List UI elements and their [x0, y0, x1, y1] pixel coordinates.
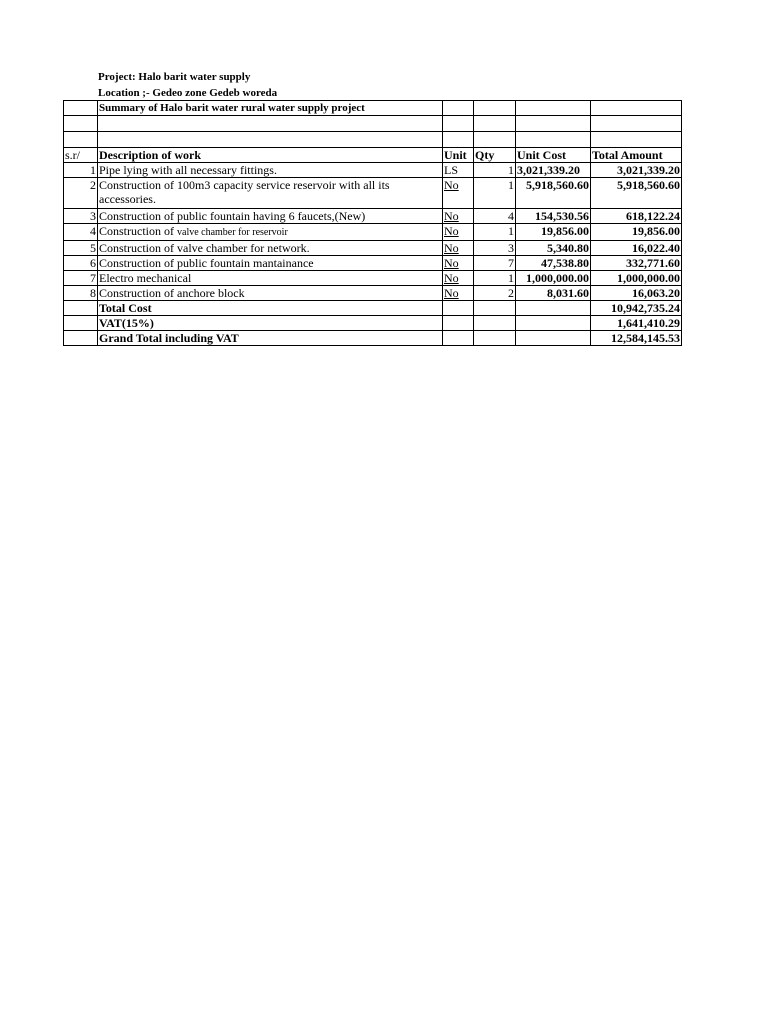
total-cell: 19,856.00: [591, 224, 682, 241]
qty-cell: 1: [474, 224, 516, 241]
vat-row: [64, 316, 682, 331]
qty-cell: 3: [474, 241, 516, 256]
total-cost-value: 10,942,735.24: [591, 301, 682, 316]
unit-cell: No: [443, 178, 474, 209]
blank-row: [64, 116, 682, 132]
sr-cell: 4: [64, 224, 98, 241]
sr-cell: 5: [64, 241, 98, 256]
cell-empty: [64, 101, 98, 116]
grand-total-value: 12,584,145.53: [591, 331, 682, 346]
grand-total-row: [64, 331, 682, 346]
table-row: [64, 271, 682, 286]
unit-cost-cell: 5,340.80: [516, 241, 591, 256]
qty-cell: 2: [474, 286, 516, 301]
vat-value: 1,641,410.29: [591, 316, 682, 331]
qty-cell: 4: [474, 209, 516, 224]
description-cell: Construction of anchore block: [98, 286, 443, 301]
qty-cell: 1: [474, 163, 516, 178]
unit-cost-cell: 5,918,560.60: [516, 178, 591, 209]
description-cell: Construction of valve chamber for network.: [98, 241, 443, 256]
location-title: Location ;- Gedeo zone Gedeb woreda: [98, 87, 278, 99]
header-sr: s.r/: [64, 148, 98, 163]
total-cell: 332,771.60: [591, 256, 682, 271]
unit-cell: No: [443, 209, 474, 224]
unit-cell: No: [443, 224, 474, 241]
description-cell: Construction of public fountain mantainance: [98, 256, 443, 271]
header-description: Description of work: [98, 148, 443, 163]
description-cell: Pipe lying with all necessary fittings.: [98, 163, 443, 178]
qty-cell: 1: [474, 178, 516, 209]
table-row: [64, 256, 682, 271]
total-cost-label: Total Cost: [98, 301, 443, 316]
table-row: [64, 286, 682, 301]
header-unit: Unit: [443, 148, 474, 163]
sr-cell: 1: [64, 163, 98, 178]
grand-total-label: Grand Total including VAT: [98, 331, 443, 346]
description-prefix: Construction of: [99, 224, 174, 238]
table-row: [64, 163, 682, 178]
blank-row: [64, 132, 682, 148]
vat-label: VAT(15%): [98, 316, 443, 331]
table-row: [64, 224, 682, 241]
unit-cell: No: [443, 286, 474, 301]
total-cell: 16,022.40: [591, 241, 682, 256]
unit-cost-cell: 8,031.60: [516, 286, 591, 301]
unit-cost-cell: 47,538.80: [516, 256, 591, 271]
table-row: [64, 241, 682, 256]
unit-cost-cell: 3,021,339.20: [516, 163, 591, 178]
header-total-amount: Total Amount: [591, 148, 682, 163]
header-qty: Qty: [474, 148, 516, 163]
description-cell: [98, 224, 443, 241]
description-cell: Construction of public fountain having 6 faucets,(New): [98, 209, 443, 224]
total-cell: 618,122.24: [591, 209, 682, 224]
cost-summary-table: [63, 100, 682, 346]
sr-cell: 3: [64, 209, 98, 224]
table-row: [64, 209, 682, 224]
qty-cell: 1: [474, 271, 516, 286]
unit-cell: No: [443, 271, 474, 286]
unit-cell: No: [443, 256, 474, 271]
table-row: [64, 178, 682, 209]
unit-cell: No: [443, 241, 474, 256]
summary-row: [64, 101, 682, 116]
unit-cell: LS: [443, 163, 474, 178]
total-cell: 16,063.20: [591, 286, 682, 301]
description-detail: valve chamber for reservoir: [177, 227, 288, 238]
total-cost-row: [64, 301, 682, 316]
description-cell: Construction of 100m3 capacity service reservoir with all its accessories.: [98, 178, 443, 209]
summary-title: Summary of Halo barit water rural water supply project: [98, 101, 443, 116]
sr-cell: 6: [64, 256, 98, 271]
total-cell: 3,021,339.20: [591, 163, 682, 178]
project-title: Project: Halo barit water supply: [98, 71, 251, 83]
unit-cost-cell: 19,856.00: [516, 224, 591, 241]
unit-cost-cell: 154,530.56: [516, 209, 591, 224]
sr-cell: 8: [64, 286, 98, 301]
description-cell: Electro mechanical: [98, 271, 443, 286]
sr-cell: 2: [64, 178, 98, 209]
total-cell: 5,918,560.60: [591, 178, 682, 209]
total-cell: 1,000,000.00: [591, 271, 682, 286]
header-unit-cost: Unit Cost: [516, 148, 591, 163]
sr-cell: 7: [64, 271, 98, 286]
column-header-row: [64, 148, 682, 163]
unit-cost-cell: 1,000,000.00: [516, 271, 591, 286]
qty-cell: 7: [474, 256, 516, 271]
